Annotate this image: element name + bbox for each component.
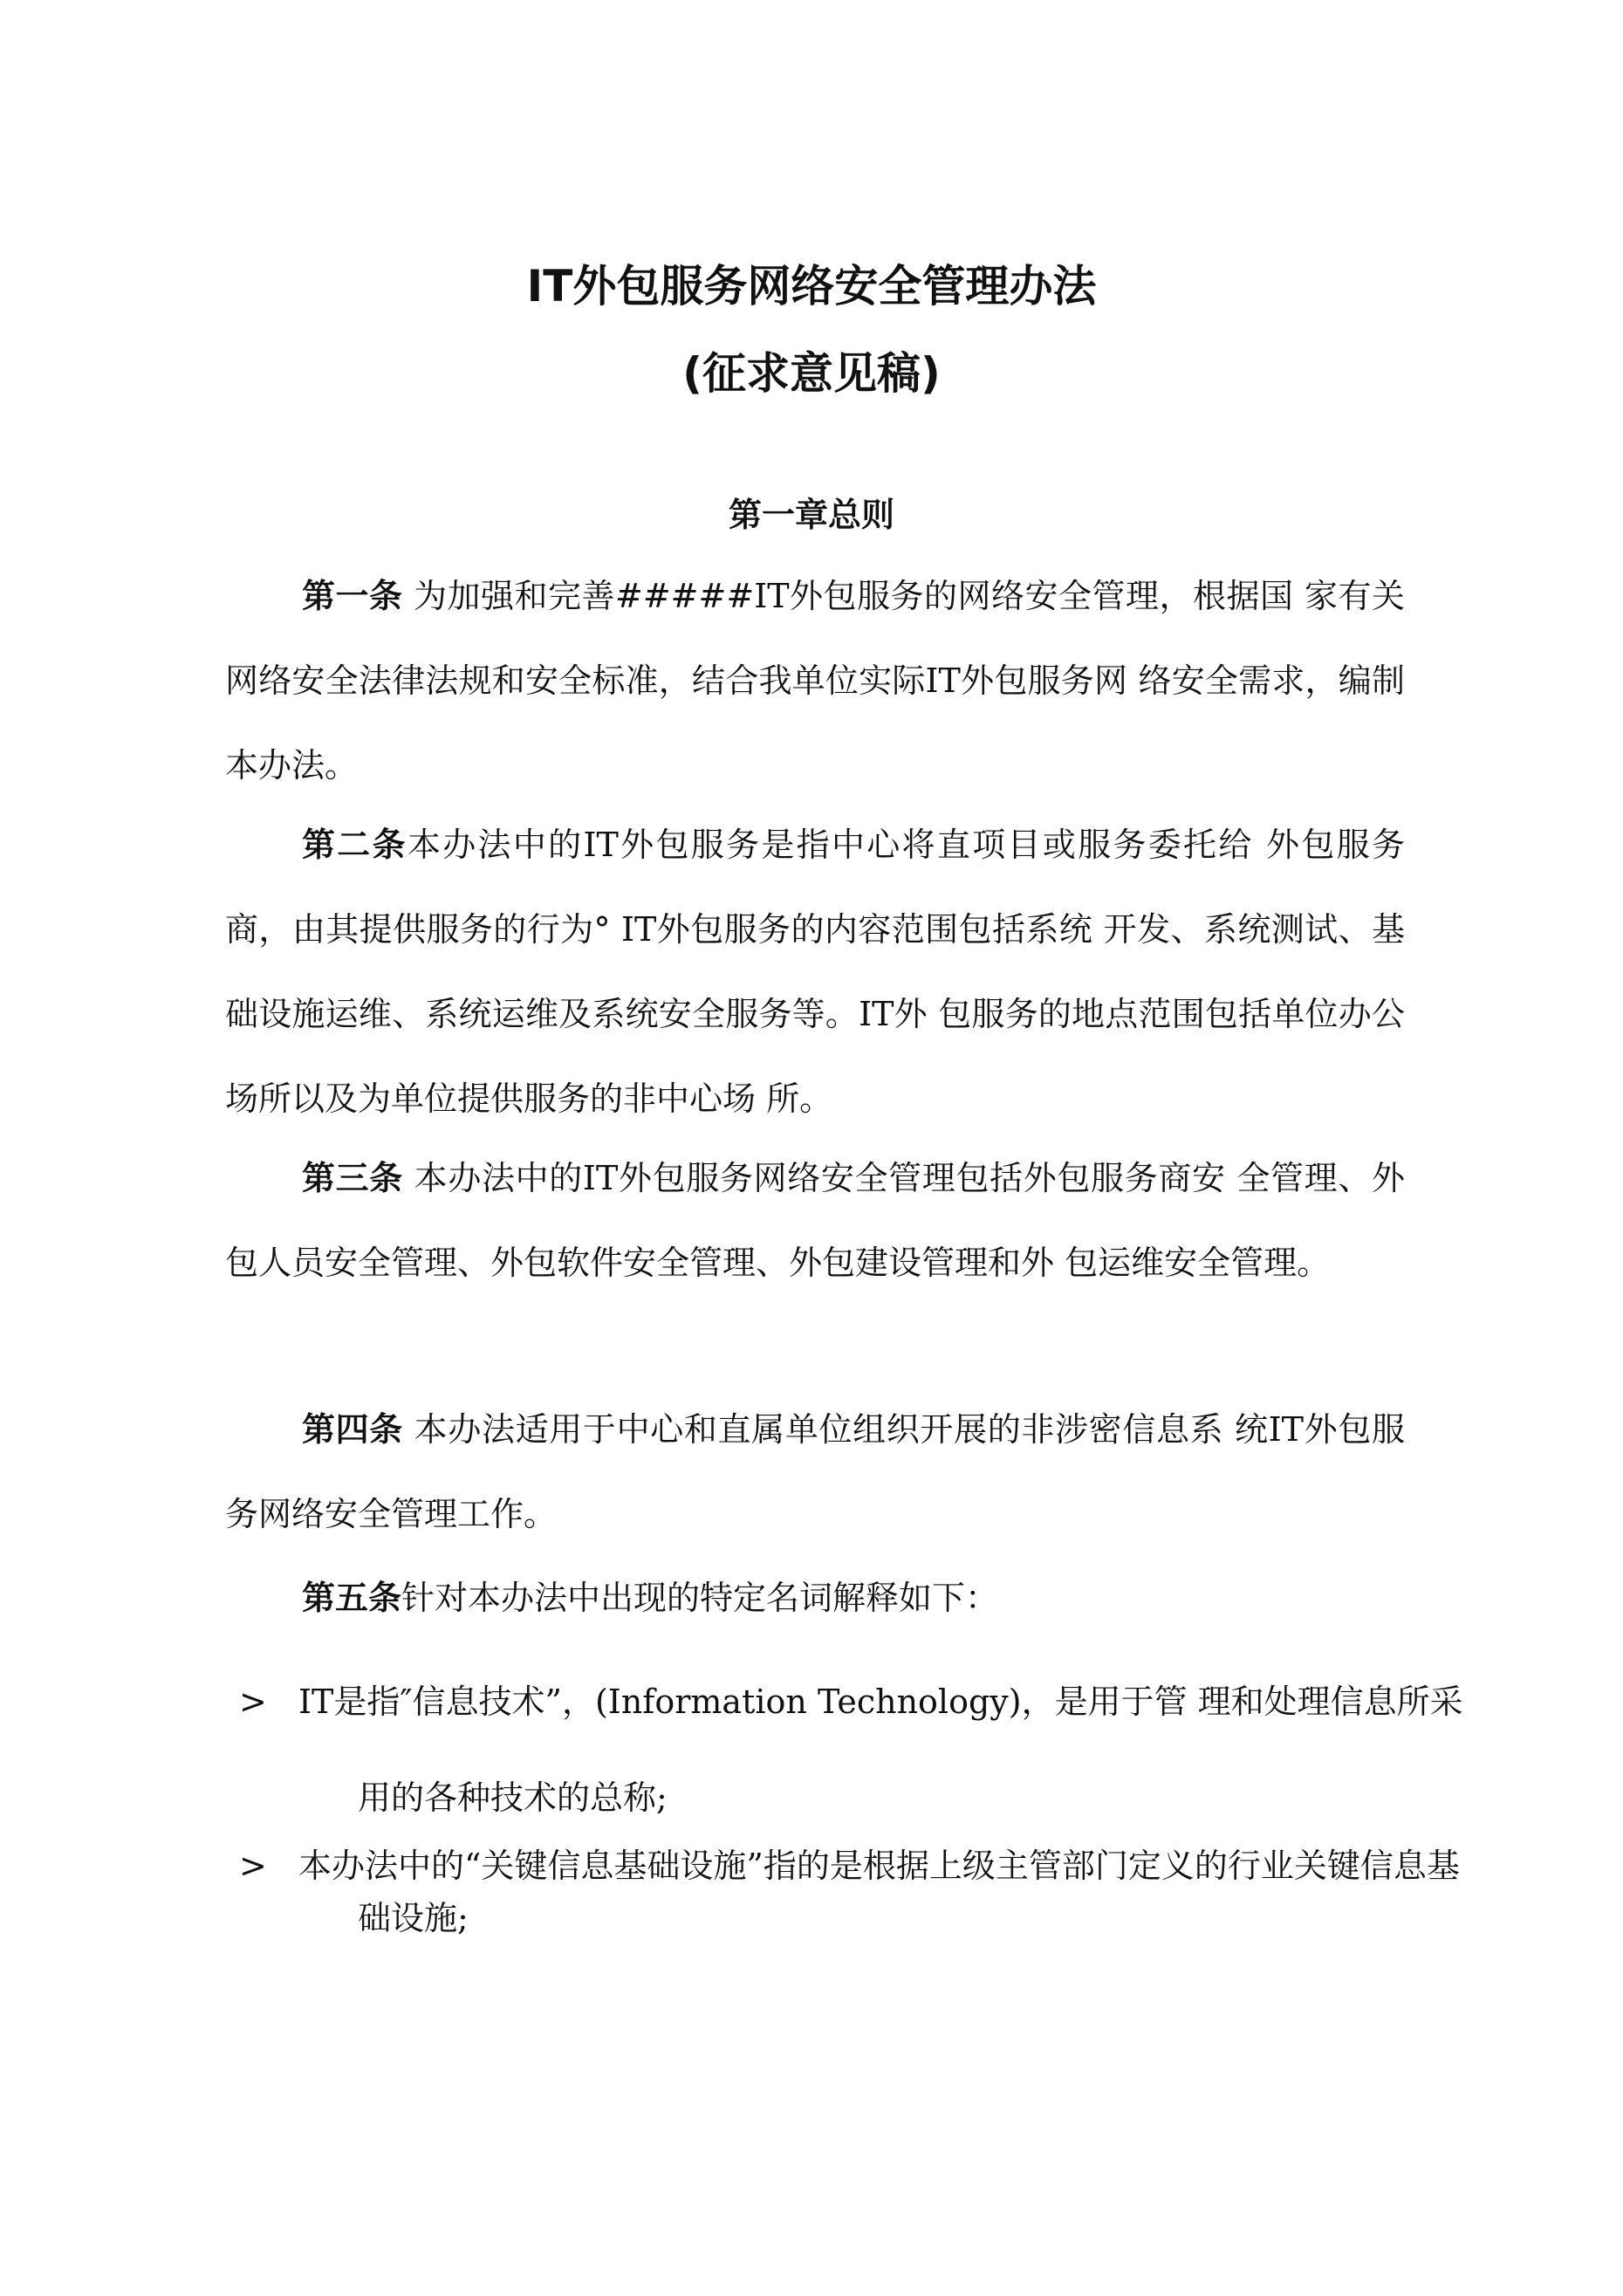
document-subtitle: (征求意见稿): [682, 348, 941, 399]
article-3: [225, 1136, 1405, 1306]
article-5-text: 针对本办法中出现的特定名词解释如下：: [401, 1579, 999, 1617]
article-3-head: 第三条: [302, 1159, 403, 1197]
chapter-heading: 第一章总则: [728, 496, 894, 534]
article-4-text: 本办法适用于中心和直属单位组织开展的非涉密信息系 统IT外包服务网络安全管理工作。: [225, 1410, 1405, 1533]
article-2-text: 本办法中的IT外包服务是指中心将直项目或服务委托给 外包服务商，由其提供服务的行为° IT外包服务的内容范围包括系统 开发、系统测试、基础设施运维、系统运维及系统安全服务等。IT外 包服务的地点范围包括单位办公场所以及为单位提供服务的非中心场 所。: [225, 826, 1405, 1118]
definition-text: IT是指″信息技术”，(Information Technology)，是用于管 理和处理信息所采用的各种技术的总称;: [298, 1683, 1463, 1817]
article-4: [225, 1388, 1405, 1557]
definition-text: 本办法中的“关键信息基础设施”指的是根据上级主管部门定义的行业关键信息基础设施;: [298, 1847, 1460, 1937]
definition-item-cii: > 本办法中的“关键信息基础设施”指的是根据上级主管部门定义的行业关键信息基础设施;: [239, 1847, 1460, 1937]
definition-item-it: >IT是指″信息技术”，(Information Technology)，是用于管 理和处理信息所采用的各种技术的总称;: [239, 1683, 1463, 1817]
article-5-head: 第五条: [302, 1579, 402, 1617]
article-1-text: 为加强和完善#####IT外包服务的网络安全管理，根据国 家有关网络安全法律法规和安全标准，结合我单位实际IT外包服务网 络安全需求，编制本办法。: [225, 577, 1405, 785]
article-5: [225, 1556, 1405, 1641]
article-2-head: 第二条: [302, 826, 407, 864]
article-1: [225, 554, 1405, 808]
document-title: IT外包服务网络安全管理办法: [526, 261, 1097, 312]
article-4-head: 第四条: [302, 1410, 403, 1449]
article-3-text: 本办法中的IT外包服务网络安全管理包括外包服务商安 全管理、外包人员安全管理、外包软件安全管理、外包建设管理和外 包运维安全管理。: [225, 1159, 1405, 1282]
article-1-head: 第一条: [302, 577, 403, 615]
article-2: [225, 803, 1405, 1141]
